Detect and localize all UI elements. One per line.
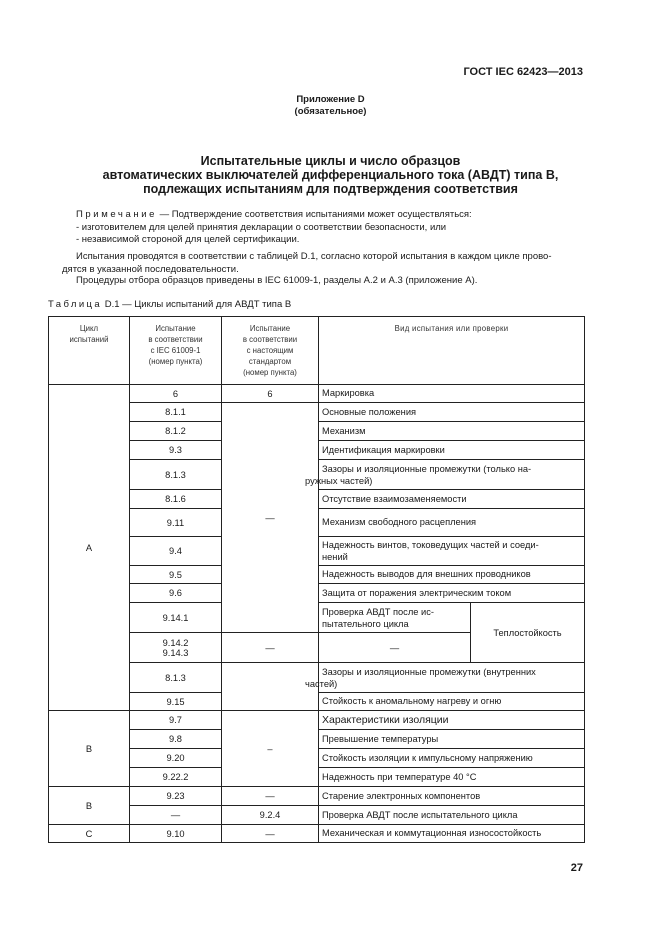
test-type-line: Зазоры и изоляционные промежутки (внутренних [322, 666, 536, 677]
paragraph-1-line-2: дятся в указанной последовательности. [62, 263, 239, 275]
table-caption-label: Таблица [48, 299, 103, 310]
test-type-line: частей) [305, 678, 338, 689]
page-number: 27 [570, 862, 583, 874]
iec-clause-cell: 9.20 [130, 749, 222, 768]
iec-clause-cell: 9.5 [130, 566, 222, 584]
header-iec-line: Испытание [155, 324, 196, 333]
title-line-1: Испытательные циклы и число образцов [200, 154, 461, 168]
table-row [49, 825, 585, 843]
appendix-heading [0, 94, 661, 118]
cycle-b-cell: B [49, 787, 130, 825]
cycle-c-cell: C [49, 825, 130, 843]
heat-resistance-cell: Теплостойкость [471, 603, 585, 663]
test-type-cell: Основные положения [319, 403, 585, 422]
std-clause-empty-cell [222, 663, 319, 711]
header-std-line: Испытание [249, 324, 291, 333]
std-clause-cell: 6 [222, 385, 319, 403]
iec-clause-line: 9.14.2 [162, 637, 189, 648]
note-block [76, 209, 472, 247]
header-test-type: Вид испытания или проверки [319, 317, 585, 385]
std-clause-cell: 9.2.4 [222, 806, 319, 825]
header-std-line: стандартом [248, 357, 292, 366]
note-item-1: - изготовителем для целей принятия декларации о соответствии безопасности, или [76, 221, 447, 233]
test-type-cell: Старение электронных компонентов [319, 787, 585, 806]
table-row [49, 663, 585, 693]
iec-clause-cell: 9.15 [130, 693, 222, 711]
test-type-cell: Характеристики изоляции [319, 711, 585, 730]
header-std-line: с настоящим [246, 346, 294, 355]
test-type-cell: Отсутствие взаимозаменяемости [319, 490, 585, 509]
header-std-line: (номер пункта) [243, 368, 297, 377]
iec-clause-cell: 9.23 [130, 787, 222, 806]
header-std-line: в соответствии [242, 335, 298, 344]
test-type-line: нений [322, 552, 348, 562]
iec-clause-line: 9.14.3 [162, 647, 189, 658]
test-type-cell [319, 603, 471, 633]
test-type-cell: Защита от поражения электрическим током [319, 584, 585, 603]
table-row [49, 403, 585, 422]
test-type-cell: Стойкость к аномальному нагреву и огню [319, 693, 585, 711]
iec-clause-cell [130, 633, 222, 663]
table-caption-text: D.1 — Циклы испытаний для АВДТ типа B [102, 299, 292, 310]
note-text: — Подтверждение соответствия испытаниями может осуществляться: [157, 209, 472, 220]
iec-clause-dash-cell: — [130, 806, 222, 825]
test-type-dash-cell: — [319, 633, 471, 663]
test-type-line: Надежность винтов, токоведущих частей и соеди- [322, 540, 539, 550]
iec-clause-cell: 9.3 [130, 441, 222, 460]
iec-clause-cell: 8.1.2 [130, 422, 222, 441]
table-row [49, 787, 585, 806]
appendix-status: (обязательное) [294, 106, 367, 117]
note-item-2: - независимой стороной для целей сертификации. [76, 234, 300, 245]
test-type-line: Зазоры и изоляционные промежутки (только на- [322, 463, 532, 474]
table-row [49, 385, 585, 403]
iec-clause-cell: 9.22.2 [130, 768, 222, 787]
std-clause-dash-cell: — [222, 787, 319, 806]
header-cycle-line: испытаний [69, 335, 109, 344]
iec-clause-cell: 9.10 [130, 825, 222, 843]
header-iec-line: в соответствии [148, 335, 203, 344]
cycle-a-cell: A [49, 385, 130, 711]
table-caption [48, 299, 291, 310]
header-cycle-line: Цикл [79, 324, 99, 333]
test-type-cell [319, 537, 585, 566]
header-iec-line: с IEC 61009-1 [150, 346, 201, 355]
appendix-title: Приложение D [296, 94, 365, 105]
title-line-2: автоматических выключателей дифференциального тока (АВДТ) типа B, [102, 168, 559, 182]
test-type-cell: Маркировка [319, 385, 585, 403]
table-row [49, 711, 585, 730]
title-line-3: подлежащих испытаниям для подтверждения соответствия [143, 182, 518, 196]
std-clause-dash-cell: — [222, 825, 319, 843]
test-type-line: Проверка АВДТ после ис- [322, 606, 434, 617]
test-type-cell: Надежность при температуре 40 °С [319, 768, 585, 787]
test-type-cell [305, 460, 585, 490]
test-type-cell: Механизм [319, 422, 585, 441]
test-type-line: пытательного цикла [322, 618, 409, 629]
test-type-cell: Идентификация маркировки [319, 441, 585, 460]
std-clause-dash-cell: — [222, 403, 319, 633]
header-std-clause [222, 317, 319, 385]
test-type-cell: Механизм свободного расцепления [319, 509, 585, 537]
test-type-line: ружных частей) [305, 475, 373, 486]
header-cycle [49, 317, 130, 385]
iec-clause-cell: 9.4 [130, 537, 222, 566]
paragraph-2 [62, 275, 584, 288]
iec-clause-cell: 8.1.6 [130, 490, 222, 509]
table-header-row [49, 317, 585, 385]
iec-clause-cell: 9.6 [130, 584, 222, 603]
std-clause-dash-cell: — [222, 633, 319, 663]
test-type-cell: Превышение температуры [319, 730, 585, 749]
test-type-cell: Механическая и коммутационная износостойкость [319, 825, 585, 843]
iec-clause-cell: 9.8 [130, 730, 222, 749]
page-title [0, 154, 661, 196]
iec-clause-cell: 9.7 [130, 711, 222, 730]
iec-clause-cell: 9.11 [130, 509, 222, 537]
standard-header: ГОСТ IEC 62423—2013 [463, 66, 583, 78]
note-label: Примечание [76, 209, 157, 220]
iec-clause-cell: 6 [130, 385, 222, 403]
cycle-b-cell: B [49, 711, 130, 787]
paragraph-1 [62, 251, 584, 276]
iec-clause-cell: 8.1.3 [130, 663, 222, 693]
test-type-cell: Стойкость изоляции к импульсному напряжению [319, 749, 585, 768]
test-type-cell [305, 663, 585, 693]
test-type-cell: Проверка АВДТ после испытательного цикла [319, 806, 585, 825]
iec-clause-cell: 9.14.1 [130, 603, 222, 633]
iec-clause-cell: 8.1.1 [130, 403, 222, 422]
std-clause-dash-cell: – [222, 711, 319, 787]
test-type-cell: Надежность выводов для внешних проводников [319, 566, 585, 584]
table-row [49, 806, 585, 825]
paragraph-1-line-1: Испытания проводятся в соответствии с таблицей D.1, согласно которой испытания в каждом цикле прово- [76, 251, 552, 262]
test-cycles-table [48, 316, 585, 843]
header-iec-clause [130, 317, 222, 385]
iec-clause-cell: 8.1.3 [130, 460, 222, 490]
paragraph-2-text: Процедуры отбора образцов приведены в IEC 61009-1, разделы A.2 и A.3 (приложение A). [76, 275, 478, 286]
header-iec-line: (номер пункта) [148, 357, 203, 366]
